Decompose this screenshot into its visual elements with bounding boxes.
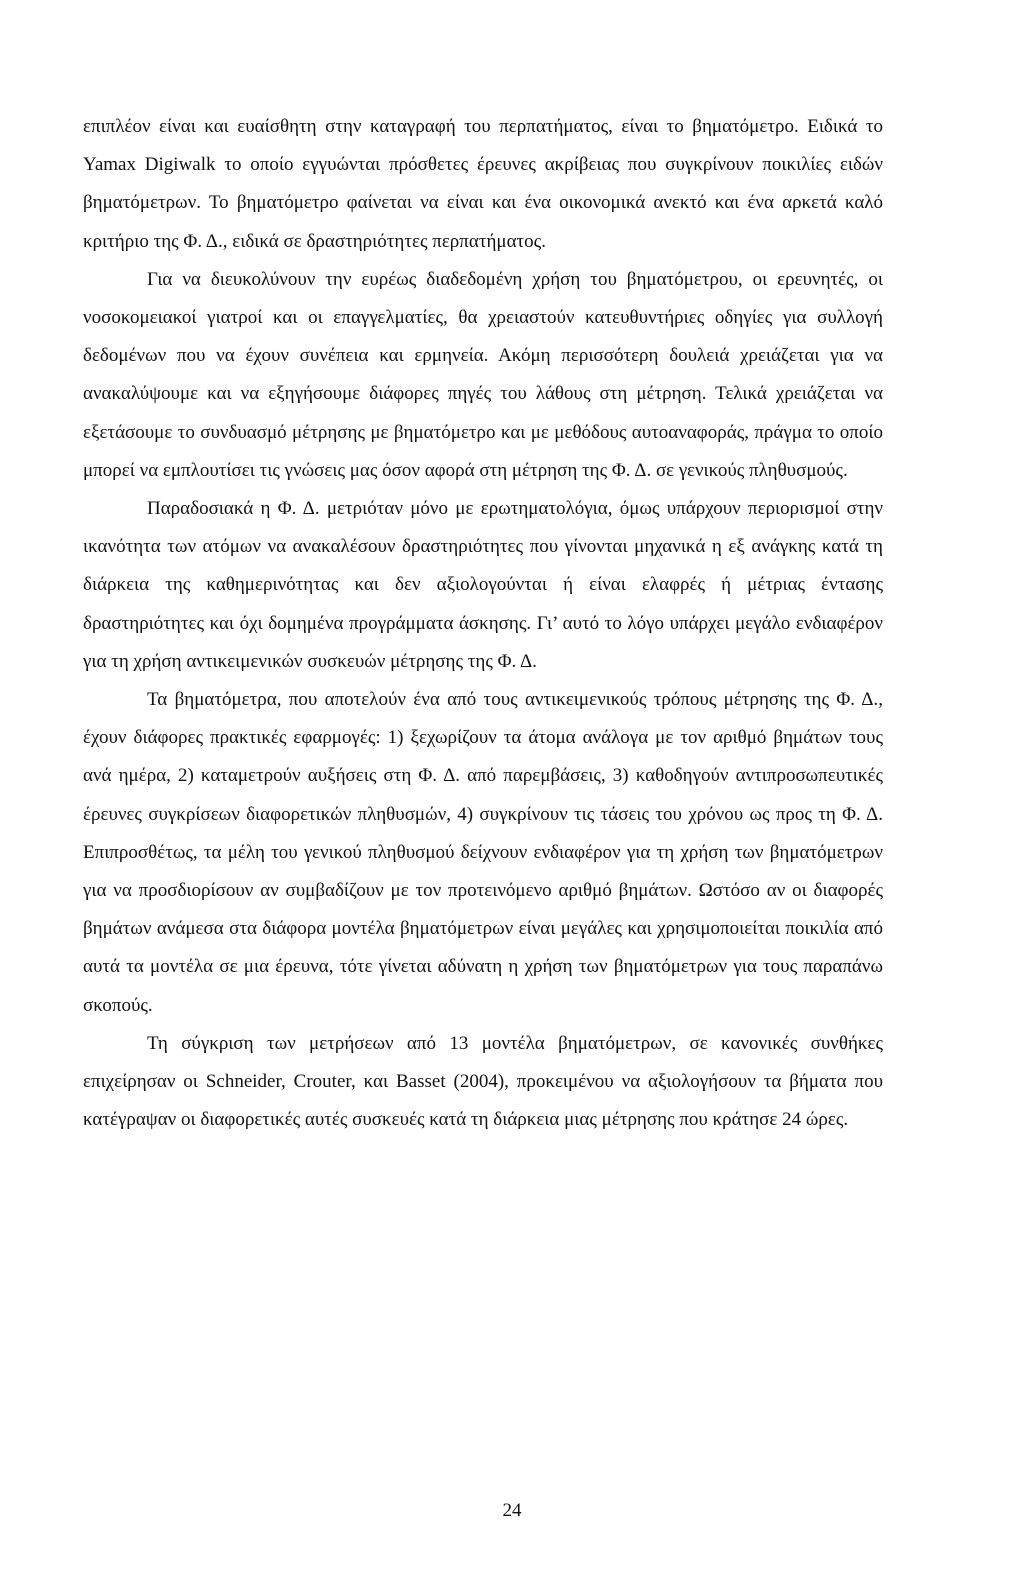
paragraph-3: Παραδοσιακά η Φ. Δ. μετριόταν μόνο με ερωτηματολόγια, όμως υπάρχουν περιορισμοί στην ικανότητα των ατόμων να ανακαλέσουν δραστηριότητες που γίνονται μηχανικά η εξ ανάγκης κατά τη διάρκεια της καθημερινότητας και δεν αξιολογούνται ή είναι ελαφρές ή μέτριας έντασης δραστηριότητες και όχι δομημένα προγράμματα άσκησης. Γι’ αυτό το λόγο υπάρχει μεγάλο ενδιαφέρον για τη χρήση αντικειμενικών συσκευών μέτρησης της Φ. Δ. [83, 498, 883, 672]
paragraph-1: επιπλέον είναι και ευαίσθητη στην καταγραφή του περπατήματος, είναι το βηματόμετρο. Ειδικά το Yamax Digiwalk το οποίο εγγυώνται πρόσθετες έρευνες ακρίβειας που συγκρίνουν ποικιλίες ειδών βηματόμετρων. Το βηματόμετρο φαίνεται να είναι και ένα οικονομικά ανεκτό και ένα αρκετά καλό κριτήριο της Φ. Δ., ειδικά σε δραστηριότητες περπατήματος. [83, 116, 883, 252]
paragraph-4: Τα βηματόμετρα, που αποτελούν ένα από τους αντικειμενικούς τρόπους μέτρησης της Φ. Δ., έχουν διάφορες πρακτικές εφαρμογές: 1) ξεχωρίζουν τα άτομα ανάλογα με τον αριθμό βημάτων τους ανά ημέρα, 2) καταμετρούν αυξήσεις στη Φ. Δ. από παρεμβάσεις, 3) καθοδηγούν αντιπροσωπευτικές έρευνες συγκρίσεων διαφορετικών πληθυσμών, 4) συγκρίνουν τις τάσεις του χρόνου ως προς τη Φ. Δ. Επιπροσθέτως, τα μέλη του γενικού πληθυσμού δείχνουν ενδιαφέρον για τη χρήση των βηματόμετρων για να προσδιορίσουν αν συμβαδίζουν με τον προτεινόμενο αριθμό βημάτων. Ωστόσο αν οι διαφορές βημάτων ανάμεσα στα διάφορα μοντέλα βηματόμετρων είναι μεγάλες και χρησιμοποιείται ποικιλία από αυτά τα μοντέλα σε μια έρευνα, τότε γίνεται αδύνατη η χρήση των βηματόμετρων για τους παραπάνω σκοπούς. [83, 689, 883, 1016]
document-page [83, 108, 883, 1139]
page-number: 24 [502, 1500, 522, 1521]
paragraph-2: Για να διευκολύνουν την ευρέως διαδεδομένη χρήση του βηματόμετρου, οι ερευνητές, οι νοσοκομειακοί γιατροί και οι επαγγελματίες, θα χρειαστούν κατευθυντήριες οδηγίες για συλλογή δεδομένων που να έχουν συνέπεια και ερμηνεία. Ακόμη περισσότερη δουλειά χρειάζεται για να ανακαλύψουμε και να εξηγήσουμε διάφορες πηγές του λάθους στη μέτρηση. Τελικά χρειάζεται να εξετάσουμε το συνδυασμό μέτρησης με βηματόμετρο και με μεθόδους αυτοαναφοράς, πράγμα το οποίο μπορεί να εμπλουτίσει τις γνώσεις μας όσον αφορά στη μέτρηση της Φ. Δ. σε γενικούς πληθυσμούς. [83, 268, 883, 481]
paragraph-5: Τη σύγκριση των μετρήσεων από 13 μοντέλα βηματόμετρων, σε κανονικές συνθήκες επιχείρησαν οι Schneider, Crouter, και Basset (2004), προκειμένου να αξιολογήσουν τα βήματα που κατέγραψαν οι διαφορετικές αυτές συσκευές κατά τη διάρκεια μιας μέτρησης που κράτησε 24 ώρες. [83, 1032, 883, 1131]
